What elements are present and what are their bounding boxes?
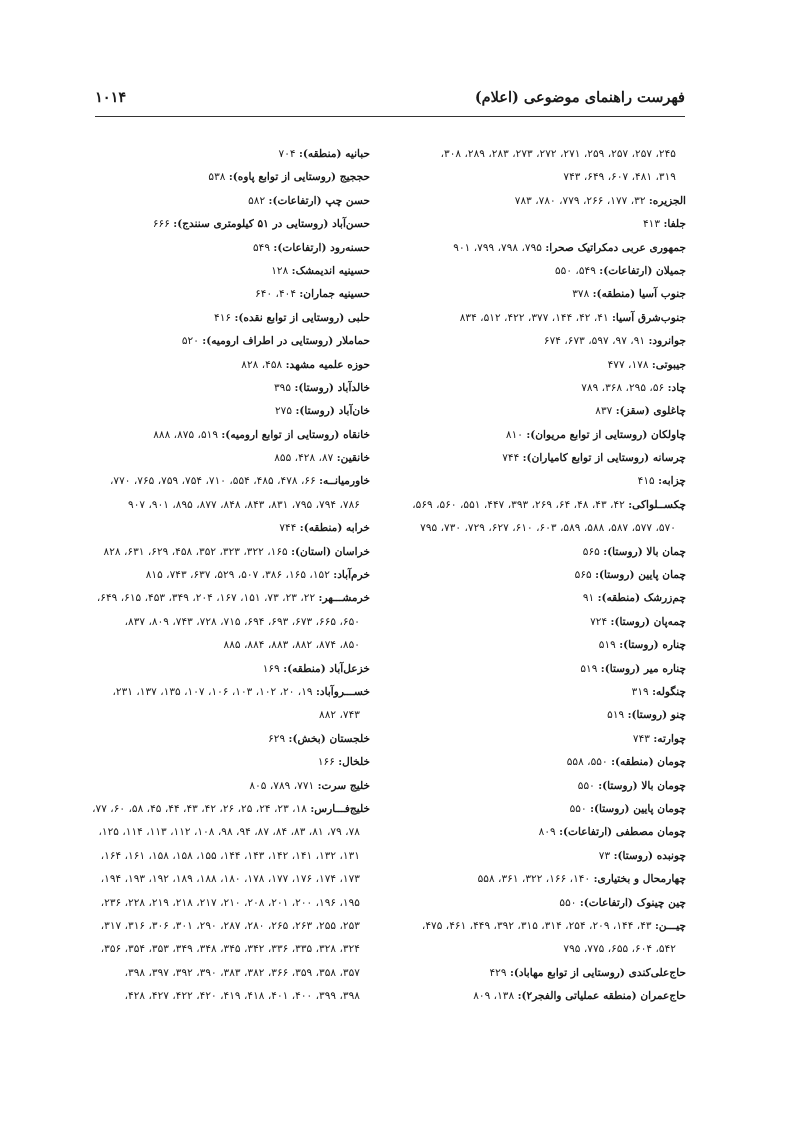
index-term: حلبی (روستایی از توابع نقده):: [234, 311, 370, 324]
index-entry: [418, 962, 686, 985]
index-entry-continuation: ۷۸۶، ۷۹۴، ۷۹۵، ۸۳۱، ۸۴۳، ۸۴۸، ۸۷۷، ۸۹۵، ۹۰۱، ۹۰۷: [128, 498, 360, 511]
page-references: ۷۹۵، ۷۹۸، ۷۹۹، ۹۰۱: [453, 241, 546, 254]
page-references: ۹۱: [582, 592, 598, 605]
index-term: جوانرود:: [648, 335, 686, 348]
index-term: چمان پایین (روستا):: [595, 569, 686, 582]
index-term: چنو (روستا):: [627, 709, 686, 722]
page-references: ۴۱۶: [214, 311, 235, 324]
index-term: چومان (منطقه):: [611, 756, 686, 769]
page-references: ۵۱۹: [580, 662, 601, 675]
page-references: ۸۷، ۴۲۸، ۸۵۵: [274, 452, 337, 465]
index-term: خانقاه (روستایی از توابع ارومیه):: [221, 428, 370, 441]
index-term: چومان بالا (روستا):: [598, 779, 686, 792]
index-term: خان‌آباد (روستا):: [295, 405, 370, 418]
index-term: حسن چپ (ارتفاعات):: [268, 194, 370, 207]
index-term: چناره (روستا):: [619, 639, 686, 652]
index-term: خراسان (استان):: [291, 545, 370, 558]
index-entry-continuation: ۱۹۵، ۱۹۶، ۲۰۰، ۲۰۱، ۲۰۸، ۲۱۰، ۲۱۷، ۲۱۸، ۲۱۹، ۲۲۸، ۲۳۶،: [100, 896, 360, 909]
index-entry: [418, 190, 686, 213]
index-entry: [418, 751, 686, 774]
page-references: ۵۱۹: [607, 709, 628, 722]
index-entry: [418, 658, 686, 681]
index-entry: [418, 377, 686, 400]
index-entry-continuation: ۷۸، ۷۹، ۸۱، ۸۳، ۸۴، ۸۷، ۹۴، ۹۸، ۱۰۸، ۱۱۲، ۱۱۳، ۱۱۴، ۱۲۵،: [98, 826, 360, 839]
page-references: ۴۱، ۴۲، ۱۴۴، ۳۷۷، ۴۲۲، ۵۱۲، ۸۳۴: [459, 311, 613, 324]
index-term: چرسانه (روستایی از توابع کامیاران):: [522, 452, 686, 465]
page-references: ۵۵۰، ۵۵۸: [566, 756, 612, 769]
page-references: ۷۷۱، ۷۸۹، ۸۰۵: [249, 779, 318, 792]
index-term: چمان بالا (روستا):: [603, 545, 686, 558]
index-term: خرمشـــهر:: [318, 592, 370, 605]
page-references: ۱۶۵، ۳۲۲، ۳۲۳، ۳۵۲، ۴۵۸، ۶۲۹، ۶۳۱، ۸۲۸: [103, 545, 292, 558]
page-references: ۵۵۰: [569, 802, 591, 815]
index-term: جیبوتی:: [651, 358, 686, 371]
index-entry-continuation: ۲۴۵، ۲۵۷، ۲۵۷، ۲۵۹، ۲۷۱، ۲۷۲، ۲۷۳، ۲۸۳، ۲۸۹، ۳۰۸،: [440, 148, 676, 160]
index-term: خلخال:: [338, 756, 370, 769]
index-term: چیـــن:: [654, 919, 686, 932]
index-term: چزابه:: [658, 475, 686, 488]
page-references: ۱۴۰، ۱۶۶، ۳۲۲، ۳۶۱، ۵۵۸: [477, 873, 594, 886]
index-term: حماملار (روستایی در اطراف ارومیه):: [202, 335, 370, 348]
index-entry: [418, 424, 686, 447]
running-title: فهرست راهنمای موضوعی (اعلام): [474, 89, 685, 106]
page-references: ۵۵۰: [577, 779, 599, 792]
index-entry-continuation: ۱۳۱، ۱۳۲، ۱۴۱، ۱۴۲، ۱۴۳، ۱۴۴، ۱۵۵، ۱۵۸، ۱۵۸، ۱۶۱، ۱۶۴،: [100, 849, 360, 862]
index-term: حسنه‌رود (ارتفاعات):: [273, 241, 370, 254]
index-entry: [92, 751, 370, 774]
page-references: ۱۷۸، ۴۷۷: [607, 358, 652, 371]
index-term: خلیج سرت:: [317, 779, 370, 792]
page-references: ۵۴۹: [252, 241, 274, 254]
index-term: چمه‌پان (روستا):: [610, 615, 686, 628]
index-entry: [92, 775, 370, 798]
index-entry: [92, 447, 370, 470]
index-term: حسینیه اندیمشک:: [291, 264, 370, 277]
index-entry: [92, 587, 370, 610]
page-references: ۳۲، ۱۷۷، ۲۶۶، ۷۷۹، ۷۸۰، ۷۸۳: [514, 194, 649, 207]
index-entry: [418, 354, 686, 377]
page-references: ۵۶۵: [574, 569, 596, 582]
page-references: ۷۴۴: [502, 452, 523, 465]
index-entry: [92, 213, 370, 236]
index-entry-continuation: ۱۷۳، ۱۷۴، ۱۷۶، ۱۷۷، ۱۷۸، ۱۸۰، ۱۸۸، ۱۸۹، ۱۹۲، ۱۹۳، ۱۹۴،: [100, 873, 360, 886]
index-entry: [418, 868, 686, 891]
index-entry: [418, 307, 686, 330]
page-references: ۴۱۵: [637, 475, 659, 488]
index-entry: [418, 611, 686, 634]
page-references: ۶۶۶: [152, 218, 174, 231]
index-column-right: [412, 143, 686, 1008]
page-references: ۷۴۳: [632, 732, 654, 745]
index-term: جلفا:: [663, 218, 686, 231]
index-entry: [418, 330, 686, 353]
page-references: ۱۳۸، ۸۰۹: [473, 990, 518, 1003]
index-term: چاد:: [667, 381, 686, 394]
index-term: چکســلواکی:: [628, 498, 686, 511]
page-references: ۵۵۰: [559, 896, 580, 909]
page-references: ۳۷۸: [572, 288, 593, 301]
index-term: جمیلان (ارتفاعات):: [599, 264, 686, 277]
index-entry-continuation: ۵۷۰، ۵۷۷، ۵۸۷، ۵۸۸، ۵۸۹، ۶۰۳، ۶۱۰، ۶۲۷، ۷۲۹، ۷۳۰، ۷۹۵: [420, 522, 676, 535]
page-header: [95, 89, 685, 111]
index-term: حاج‌علی‌کندی (روستایی از توابع مهاباد):: [509, 966, 686, 979]
index-entry-continuation: ۳۹۸، ۳۹۹، ۴۰۰، ۴۰۱، ۴۱۸، ۴۱۹، ۴۲۰، ۴۲۲، ۴۲۷، ۴۲۸،: [124, 990, 360, 1003]
index-entry: [92, 143, 370, 166]
page-references: ۷۰۴: [278, 148, 299, 160]
page-references: ۷۳: [598, 849, 614, 862]
index-entry: [92, 424, 370, 447]
page-references: ۱۹، ۲۰، ۱۰۲، ۱۰۳، ۱۰۶، ۱۰۷، ۱۳۵، ۱۳۷، ۲۳۱،: [112, 685, 316, 698]
index-entry: [412, 494, 686, 517]
index-term: خلیج‌فـــارس:: [310, 802, 370, 815]
index-entry-continuation: ۶۵۰، ۶۶۵، ۶۷۳، ۶۹۳، ۶۹۴، ۷۱۵، ۷۲۸، ۷۴۳، ۸۰۹، ۸۳۷،: [124, 615, 360, 628]
index-entry-continuation: ۲۵۳، ۲۵۵، ۲۶۳، ۲۶۵، ۲۸۰، ۲۸۷، ۲۹۰، ۳۰۱، ۳۰۶، ۳۱۶، ۳۱۷،: [100, 919, 360, 932]
index-entry: [92, 237, 370, 260]
index-term: چنگوله:: [652, 685, 686, 698]
page-references: ۲۲، ۲۳، ۷۳، ۱۵۱، ۱۶۷، ۲۰۴، ۳۴۹، ۴۵۳، ۶۱۵، ۶۴۹،: [96, 592, 319, 605]
page-references: ۴۱۳: [642, 218, 664, 231]
index-entry: [92, 354, 370, 377]
index-entry: [92, 400, 370, 423]
page-references: ۷۴۴: [279, 522, 300, 535]
index-term: الجزیره:: [648, 194, 686, 207]
page-references: ۳۱۹: [631, 685, 653, 698]
page-references: ۱۶۶: [317, 756, 339, 769]
page-references: ۷۲۴: [590, 615, 611, 628]
index-entry-continuation: ۳۵۷، ۳۵۸، ۳۵۹، ۳۶۶، ۳۸۲، ۳۸۳، ۳۹۰، ۳۹۲، ۳۹۷، ۳۹۸،: [124, 966, 360, 979]
index-entry: [418, 400, 686, 423]
index-entry: [92, 681, 370, 704]
index-entry-continuation: ۸۵۰، ۸۷۴، ۸۸۲، ۸۸۳، ۸۸۴، ۸۸۵: [223, 639, 360, 652]
index-entry: [418, 283, 686, 306]
index-term: چومان پایین (روستا):: [590, 802, 686, 815]
index-term: چم‌زرشک (منطقه):: [597, 592, 686, 605]
page-references: ۱۶۹: [262, 662, 284, 675]
index-term: حسن‌آباد (روستایی در ۵۱ کیلومتری سنندج):: [173, 218, 370, 231]
page-references: ۱۲۸: [271, 264, 292, 277]
index-term: جنوب‌شرق آسیا:: [612, 311, 686, 324]
index-entry: [418, 728, 686, 751]
index-term: جمهوری عربی دمکراتیک صحرا:: [545, 241, 686, 254]
index-entry: [418, 845, 686, 868]
index-term: خاورمیانــه:: [319, 475, 370, 488]
page-references: ۵۳۸: [208, 171, 229, 184]
index-term: چین چینوک (ارتفاعات):: [579, 896, 686, 909]
index-entry: [418, 260, 686, 283]
page-references: ۱۵۲، ۱۶۵، ۳۸۶، ۵۰۷، ۵۲۹، ۶۳۷، ۷۴۳، ۸۱۵: [145, 569, 334, 582]
index-entry: [418, 798, 686, 821]
header-rule: [95, 116, 685, 117]
index-entry: [92, 377, 370, 400]
index-entry-continuation: ۳۱۹، ۴۸۱، ۶۰۷، ۶۴۹، ۷۴۳: [563, 171, 676, 184]
page-references: ۵۸۲: [248, 194, 269, 207]
index-entry: [418, 915, 686, 938]
page-references: ۴۵۸، ۸۲۸: [241, 358, 286, 371]
page-references: ۸۰۹: [538, 826, 560, 839]
page-references: ۸۱۰: [505, 428, 527, 441]
index-entry: [418, 447, 686, 470]
index-term: چومان مصطفی (ارتفاعات):: [559, 826, 686, 839]
index-entry: [92, 798, 370, 821]
page-references: ۴۲، ۴۳، ۴۸، ۶۴، ۲۶۹، ۳۹۳، ۴۴۷، ۵۵۱، ۵۶۰، ۵۶۹،: [412, 498, 629, 511]
page-references: ۵۴۹، ۵۵۰: [554, 264, 600, 277]
index-entry: [92, 658, 370, 681]
index-entry: [92, 517, 370, 540]
index-entry: [418, 237, 686, 260]
page-references: ۴۳، ۱۴۴، ۲۰۹، ۲۵۴، ۳۱۴، ۳۱۵، ۳۹۲، ۴۴۹، ۴۶۱، ۴۷۵،: [421, 919, 655, 932]
index-entry: [418, 681, 686, 704]
page-references: ۴۰۴، ۶۴۰: [255, 288, 300, 301]
page-references: ۵۶۵: [582, 545, 604, 558]
index-term: حاج‌عمران (منطقه عملیاتی والفجر۲):: [517, 990, 686, 1003]
page-references: ۶۶، ۴۷۸، ۴۸۵، ۵۵۴، ۷۱۰، ۷۵۴، ۷۵۹، ۷۶۵، ۷۷۰،: [109, 475, 320, 488]
index-term: چاولکان (روستایی از توابع مریوان):: [526, 428, 686, 441]
index-entry: [418, 892, 686, 915]
index-entry: [418, 541, 686, 564]
index-entry: [92, 330, 370, 353]
index-term: خزعل‌آباد (منطقه):: [283, 662, 370, 675]
page-references: ۲۷۵: [274, 405, 296, 418]
index-entry: [92, 470, 370, 493]
index-term: خلجستان (بخش):: [288, 732, 370, 745]
index-term: چاغلوی (سقز):: [615, 405, 686, 418]
page-references: ۱۸، ۲۳، ۲۴، ۲۵، ۲۶، ۴۲، ۴۳، ۴۴، ۴۵، ۵۸، ۶۰، ۷۷،: [92, 802, 311, 815]
index-entry-continuation: ۵۴۲، ۶۰۴، ۶۵۵، ۷۷۵، ۷۹۵: [563, 943, 676, 956]
index-entry: [418, 587, 686, 610]
index-term: خرابه (منطقه):: [299, 522, 370, 535]
index-entry: [92, 190, 370, 213]
index-term: چونبده (روستا):: [613, 849, 686, 862]
index-term: حسینیه جماران:: [299, 288, 370, 301]
index-entry: [92, 260, 370, 283]
index-entry: [418, 634, 686, 657]
index-term: حبانیه (منطقه):: [298, 148, 370, 160]
page-references: ۶۲۹: [268, 732, 289, 745]
index-term: چناره میر (روستا):: [600, 662, 686, 675]
index-term: خرم‌آباد:: [333, 569, 370, 582]
index-entry: [418, 821, 686, 844]
index-entry: [418, 470, 686, 493]
index-term: خالدآباد (روستا):: [294, 381, 370, 394]
page-references: ۴۲۹: [489, 966, 510, 979]
index-term: حججیج (روستایی از توابع پاوه):: [228, 171, 370, 184]
index-entry-continuation: ۷۴۳، ۸۸۲: [319, 709, 360, 722]
index-entry: [92, 541, 370, 564]
page-references: ۹۱، ۹۷، ۵۹۷، ۶۷۳، ۶۷۴: [543, 335, 649, 348]
page-references: ۸۳۷: [595, 405, 616, 418]
page-references: ۵۶، ۲۹۵، ۳۶۸، ۷۸۹: [581, 381, 668, 394]
index-term: جنوب آسیا (منطقه):: [592, 288, 686, 301]
index-entry: [92, 728, 370, 751]
index-column-left: [92, 143, 370, 1008]
index-entry: [418, 985, 686, 1008]
index-term: چوارته:: [653, 732, 686, 745]
page-references: ۵۱۹، ۸۷۵، ۸۸۸: [153, 428, 222, 441]
index-entry-continuation: ۳۲۴، ۳۲۸، ۳۳۵، ۳۳۶، ۳۴۲، ۳۴۵، ۳۴۸، ۳۴۹، ۳۵۳، ۳۵۴، ۳۵۶،: [100, 943, 360, 956]
index-entry: [92, 307, 370, 330]
index-entry: [418, 704, 686, 727]
index-entry: [92, 283, 370, 306]
index-entry: [92, 166, 370, 189]
page-references: ۳۹۵: [273, 381, 295, 394]
index-term: حوزه علمیه مشهد:: [285, 358, 370, 371]
page-references: ۵۲۰: [181, 335, 203, 348]
index-entry: [418, 775, 686, 798]
index-entry: [418, 213, 686, 236]
page-number: ۱۰۱۴: [95, 89, 127, 106]
index-term: چهارمحال و بختیاری:: [593, 873, 686, 886]
index-term: خانقین:: [336, 452, 370, 465]
page-references: ۵۱۹: [598, 639, 620, 652]
index-entry: [418, 564, 686, 587]
index-entry: [92, 564, 370, 587]
index-term: خســـروآباد:: [315, 685, 370, 698]
